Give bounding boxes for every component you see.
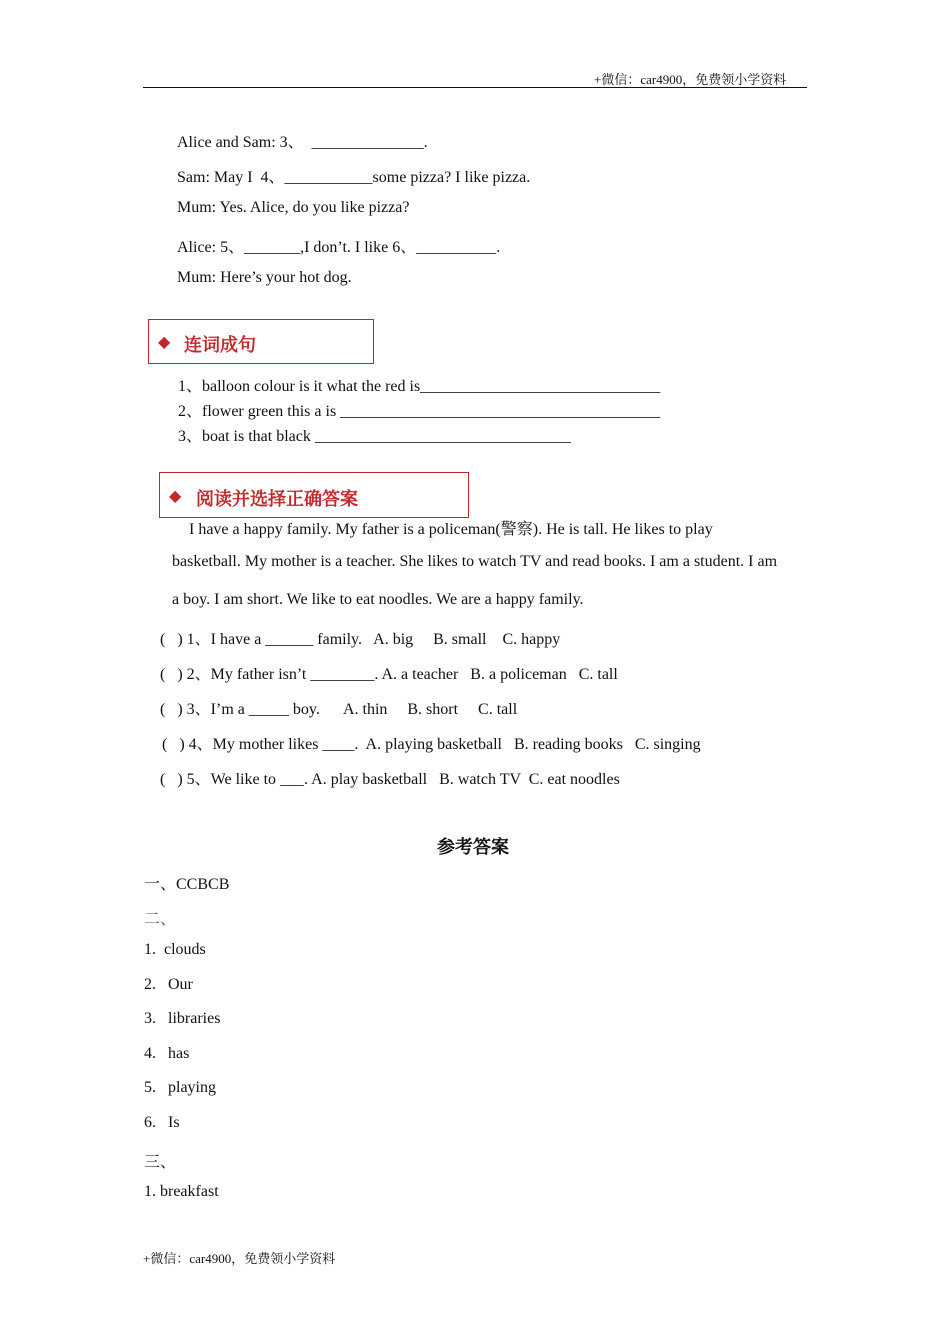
- section-title: 连词成句: [184, 335, 256, 356]
- dialogue-line: Mum: Here’s your hot dog.: [177, 269, 352, 286]
- dialogue-line: Mum: Yes. Alice, do you like pizza?: [177, 199, 410, 216]
- passage-line: I have a happy family. My father is a policeman(警察). He is tall. He likes to play: [189, 521, 713, 538]
- answer-line: 1. clouds: [144, 941, 206, 958]
- sentence-item: 3、boat is that black ________________________________: [178, 428, 571, 445]
- sentence-item: 1、balloon colour is it what the red is______________________________: [178, 378, 661, 395]
- dialogue-line: Alice and Sam: 3、 ______________.: [177, 134, 428, 151]
- answer-line: 一、CCBCB: [144, 876, 230, 893]
- answer-line: 6. Is: [144, 1114, 180, 1131]
- answer-line: 3. libraries: [144, 1010, 221, 1027]
- diamond-icon: ◆: [158, 334, 171, 351]
- answer-line: 4. has: [144, 1045, 190, 1062]
- answer-line: 5. playing: [144, 1079, 216, 1096]
- passage-line: basketball. My mother is a teacher. She likes to watch TV and read books. I am a student. I am: [172, 553, 778, 570]
- section-header-reading: [159, 472, 469, 518]
- answer-line: 2. Our: [144, 976, 193, 993]
- section-title: 阅读并选择正确答案: [196, 489, 358, 510]
- section-header-sentence-building: [148, 319, 374, 364]
- passage-line: a boy. I am short. We like to eat noodles. We are a happy family.: [172, 591, 584, 608]
- header-divider: [143, 87, 807, 88]
- sentence-item: 2、flower green this a is ________________________________________: [178, 403, 661, 420]
- answer-line: 1. breakfast: [144, 1183, 219, 1200]
- answer-line: 三、: [144, 1154, 177, 1171]
- question-item: ( ) 1、I have a ______ family. A. big B. small C. happy: [160, 631, 561, 648]
- question-item: ( ) 5、We like to ___. A. play basketball B. watch TV C. eat noodles: [160, 771, 620, 788]
- diamond-icon: ◆: [169, 488, 182, 505]
- dialogue-line: Sam: May I 4、___________some pizza? I like pizza.: [177, 169, 531, 186]
- answer-key-title: 参考答案: [437, 837, 509, 858]
- question-item: ( ) 3、I’m a _____ boy. A. thin B. short C. tall: [160, 701, 518, 718]
- answer-line: 二、: [144, 911, 177, 928]
- dialogue-line: Alice: 5、_______,I don’t. I like 6、__________.: [177, 239, 501, 256]
- question-item: ( ) 4、My mother likes ____. A. playing basketball B. reading books C. singing: [162, 736, 701, 753]
- footer-watermark: +微信：car4900，免费领小学资料: [143, 1251, 336, 1266]
- header-watermark: +微信：car4900，免费领小学资料: [594, 72, 787, 87]
- question-item: ( ) 2、My father isn’t ________. A. a teacher B. a policeman C. tall: [160, 666, 618, 683]
